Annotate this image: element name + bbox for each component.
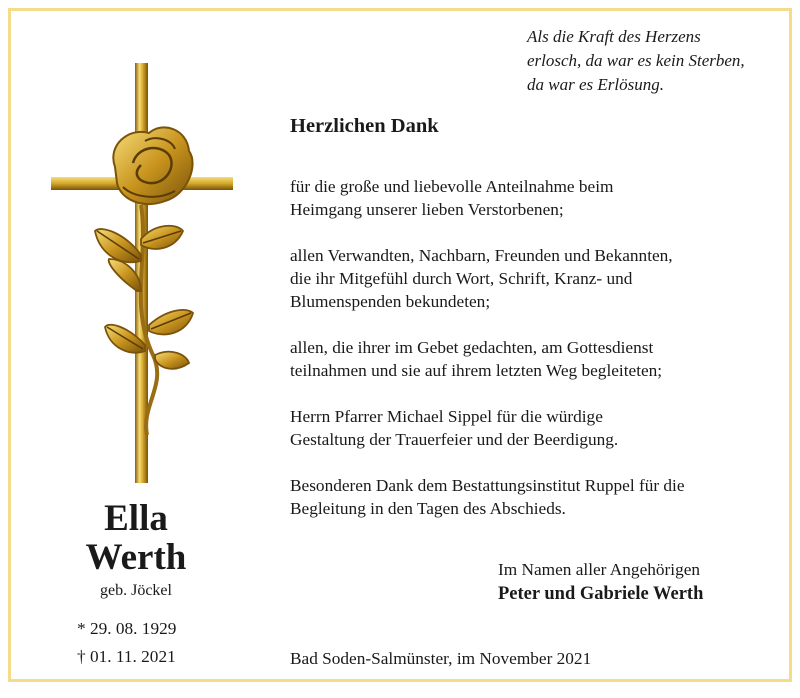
rose-icon (113, 127, 192, 204)
text-line: Heimgang unserer lieben Verstorbenen; (290, 200, 564, 219)
paragraph (290, 405, 685, 451)
motto-line: Als die Kraft des Herzens (527, 27, 701, 46)
motto-line: erlosch, da war es kein Sterben, (527, 51, 745, 70)
text-line: Gestaltung der Trauerfeier und der Beerdigung. (290, 430, 619, 449)
signature-block (498, 557, 703, 607)
page-title: Herzlichen Dank (290, 115, 439, 137)
paragraph (290, 175, 685, 221)
text-line: Blumenspenden bekundeten; (290, 292, 491, 311)
life-dates (77, 615, 176, 671)
signature-intro: Im Namen aller Angehörigen (498, 560, 701, 579)
place-date: Bad Soden-Salmünster, im November 2021 (290, 649, 592, 668)
paragraph (290, 336, 685, 382)
birth-date: * 29. 08. 1929 (77, 619, 177, 638)
text-line: Herrn Pfarrer Michael Sippel für die würdige (290, 407, 603, 426)
deceased-first-name: Ella (104, 498, 168, 539)
paragraph (290, 474, 685, 520)
text-line: Besonderen Dank dem Bestattungsinstitut Ruppel für die (290, 476, 685, 495)
obituary-card (8, 8, 792, 682)
text-line: für die große und liebevolle Anteilnahme beim (290, 177, 614, 196)
text-line: allen Verwandten, Nachbarn, Freunden und Bekannten, (290, 246, 673, 265)
cross-with-rose-illustration (37, 55, 237, 500)
thanks-text (290, 175, 685, 543)
deceased-last-name: Werth (85, 537, 187, 578)
motto-line: da war es Erlösung. (527, 75, 664, 94)
text-line: allen, die ihrer im Gebet gedachten, am Gottesdienst (290, 338, 654, 357)
text-line: die ihr Mitgefühl durch Wort, Schrift, Kranz- und (290, 269, 633, 288)
paragraph (290, 244, 685, 313)
deceased-maiden-name: geb. Jöckel (100, 582, 172, 599)
text-line: Begleitung in den Tagen des Abschieds. (290, 499, 566, 518)
motto-quote (527, 25, 745, 97)
text-line: teilnahmen und sie auf ihrem letzten Weg begleiteten; (290, 361, 663, 380)
signature-names: Peter und Gabriele Werth (498, 584, 704, 604)
deceased-name-block (51, 499, 221, 600)
death-date: † 01. 11. 2021 (77, 647, 176, 666)
